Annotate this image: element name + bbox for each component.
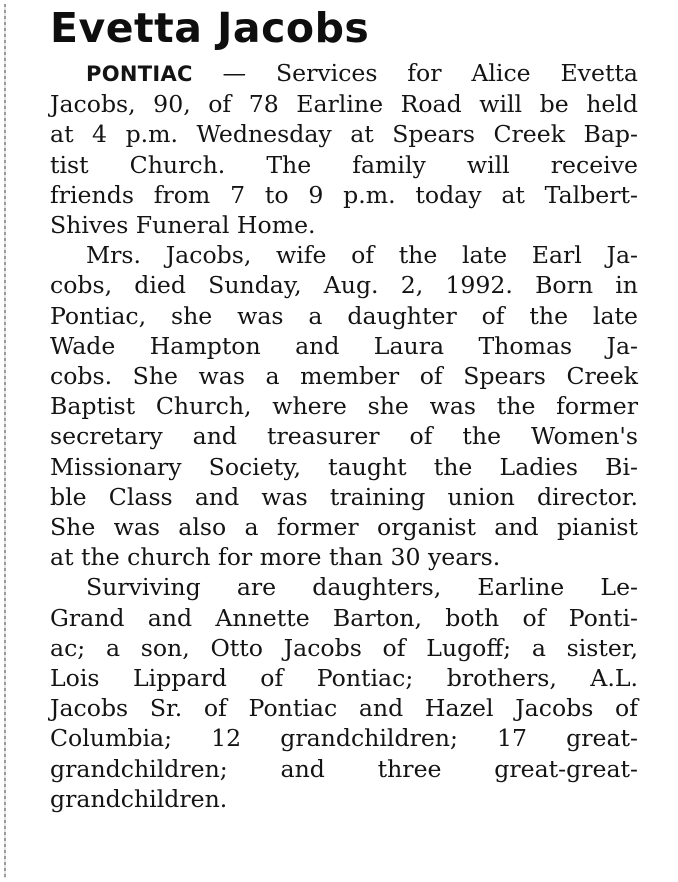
text-line: friends from 7 to 9 p.m. today at Talbert- <box>50 180 638 209</box>
text-line: Baptist Church, where she was the former <box>50 392 638 421</box>
text-line: Grand and Annette Barton, both of Ponti- <box>50 603 638 632</box>
clipping-edge-line <box>4 4 6 878</box>
text-line: Lois Lippard of Pontiac; brothers, A.L. <box>50 664 638 693</box>
text-line-content: — Services for Alice Evetta <box>192 59 638 87</box>
text-line: Shives Funeral Home. <box>50 211 316 240</box>
paragraph-services <box>50 58 638 240</box>
obituary-headline: Evetta Jacobs <box>50 4 370 52</box>
paragraph-survivors <box>50 572 638 814</box>
text-line: Jacobs, 90, of 78 Earline Road will be held <box>50 90 638 119</box>
text-line: Pontiac, she was a daughter of the late <box>50 301 638 330</box>
text-line: grandchildren; and three great-great- <box>50 754 638 783</box>
dateline: PONTIAC <box>86 62 193 86</box>
text-line: Missionary Society, taught the Ladies Bi- <box>50 452 638 481</box>
text-line: ble Class and was training union director. <box>50 482 638 511</box>
text-line: ac; a son, Otto Jacobs of Lugoff; a sister, <box>50 633 638 662</box>
text-line <box>50 58 638 89</box>
text-line: She was also a former organist and pianist <box>50 513 638 542</box>
text-line: grandchildren. <box>50 784 228 813</box>
text-line: cobs. She was a member of Spears Creek <box>50 362 638 391</box>
text-line: at the church for more than 30 years. <box>50 543 501 572</box>
text-line: Columbia; 12 grandchildren; 17 great- <box>50 724 638 753</box>
text-line: tist Church. The family will receive <box>50 150 638 179</box>
paragraph-biography <box>50 240 638 572</box>
text-line: Jacobs Sr. of Pontiac and Hazel Jacobs of <box>50 694 638 723</box>
text-line: secretary and treasurer of the Women's <box>50 422 638 451</box>
text-line: cobs, died Sunday, Aug. 2, 1992. Born in <box>50 271 638 300</box>
text-line: Surviving are daughters, Earline Le- <box>86 573 638 602</box>
text-line: Wade Hampton and Laura Thomas Ja- <box>50 331 638 360</box>
obituary-body <box>50 58 638 814</box>
text-line: at 4 p.m. Wednesday at Spears Creek Bap- <box>50 120 638 149</box>
text-line: Mrs. Jacobs, wife of the late Earl Ja- <box>86 241 638 270</box>
